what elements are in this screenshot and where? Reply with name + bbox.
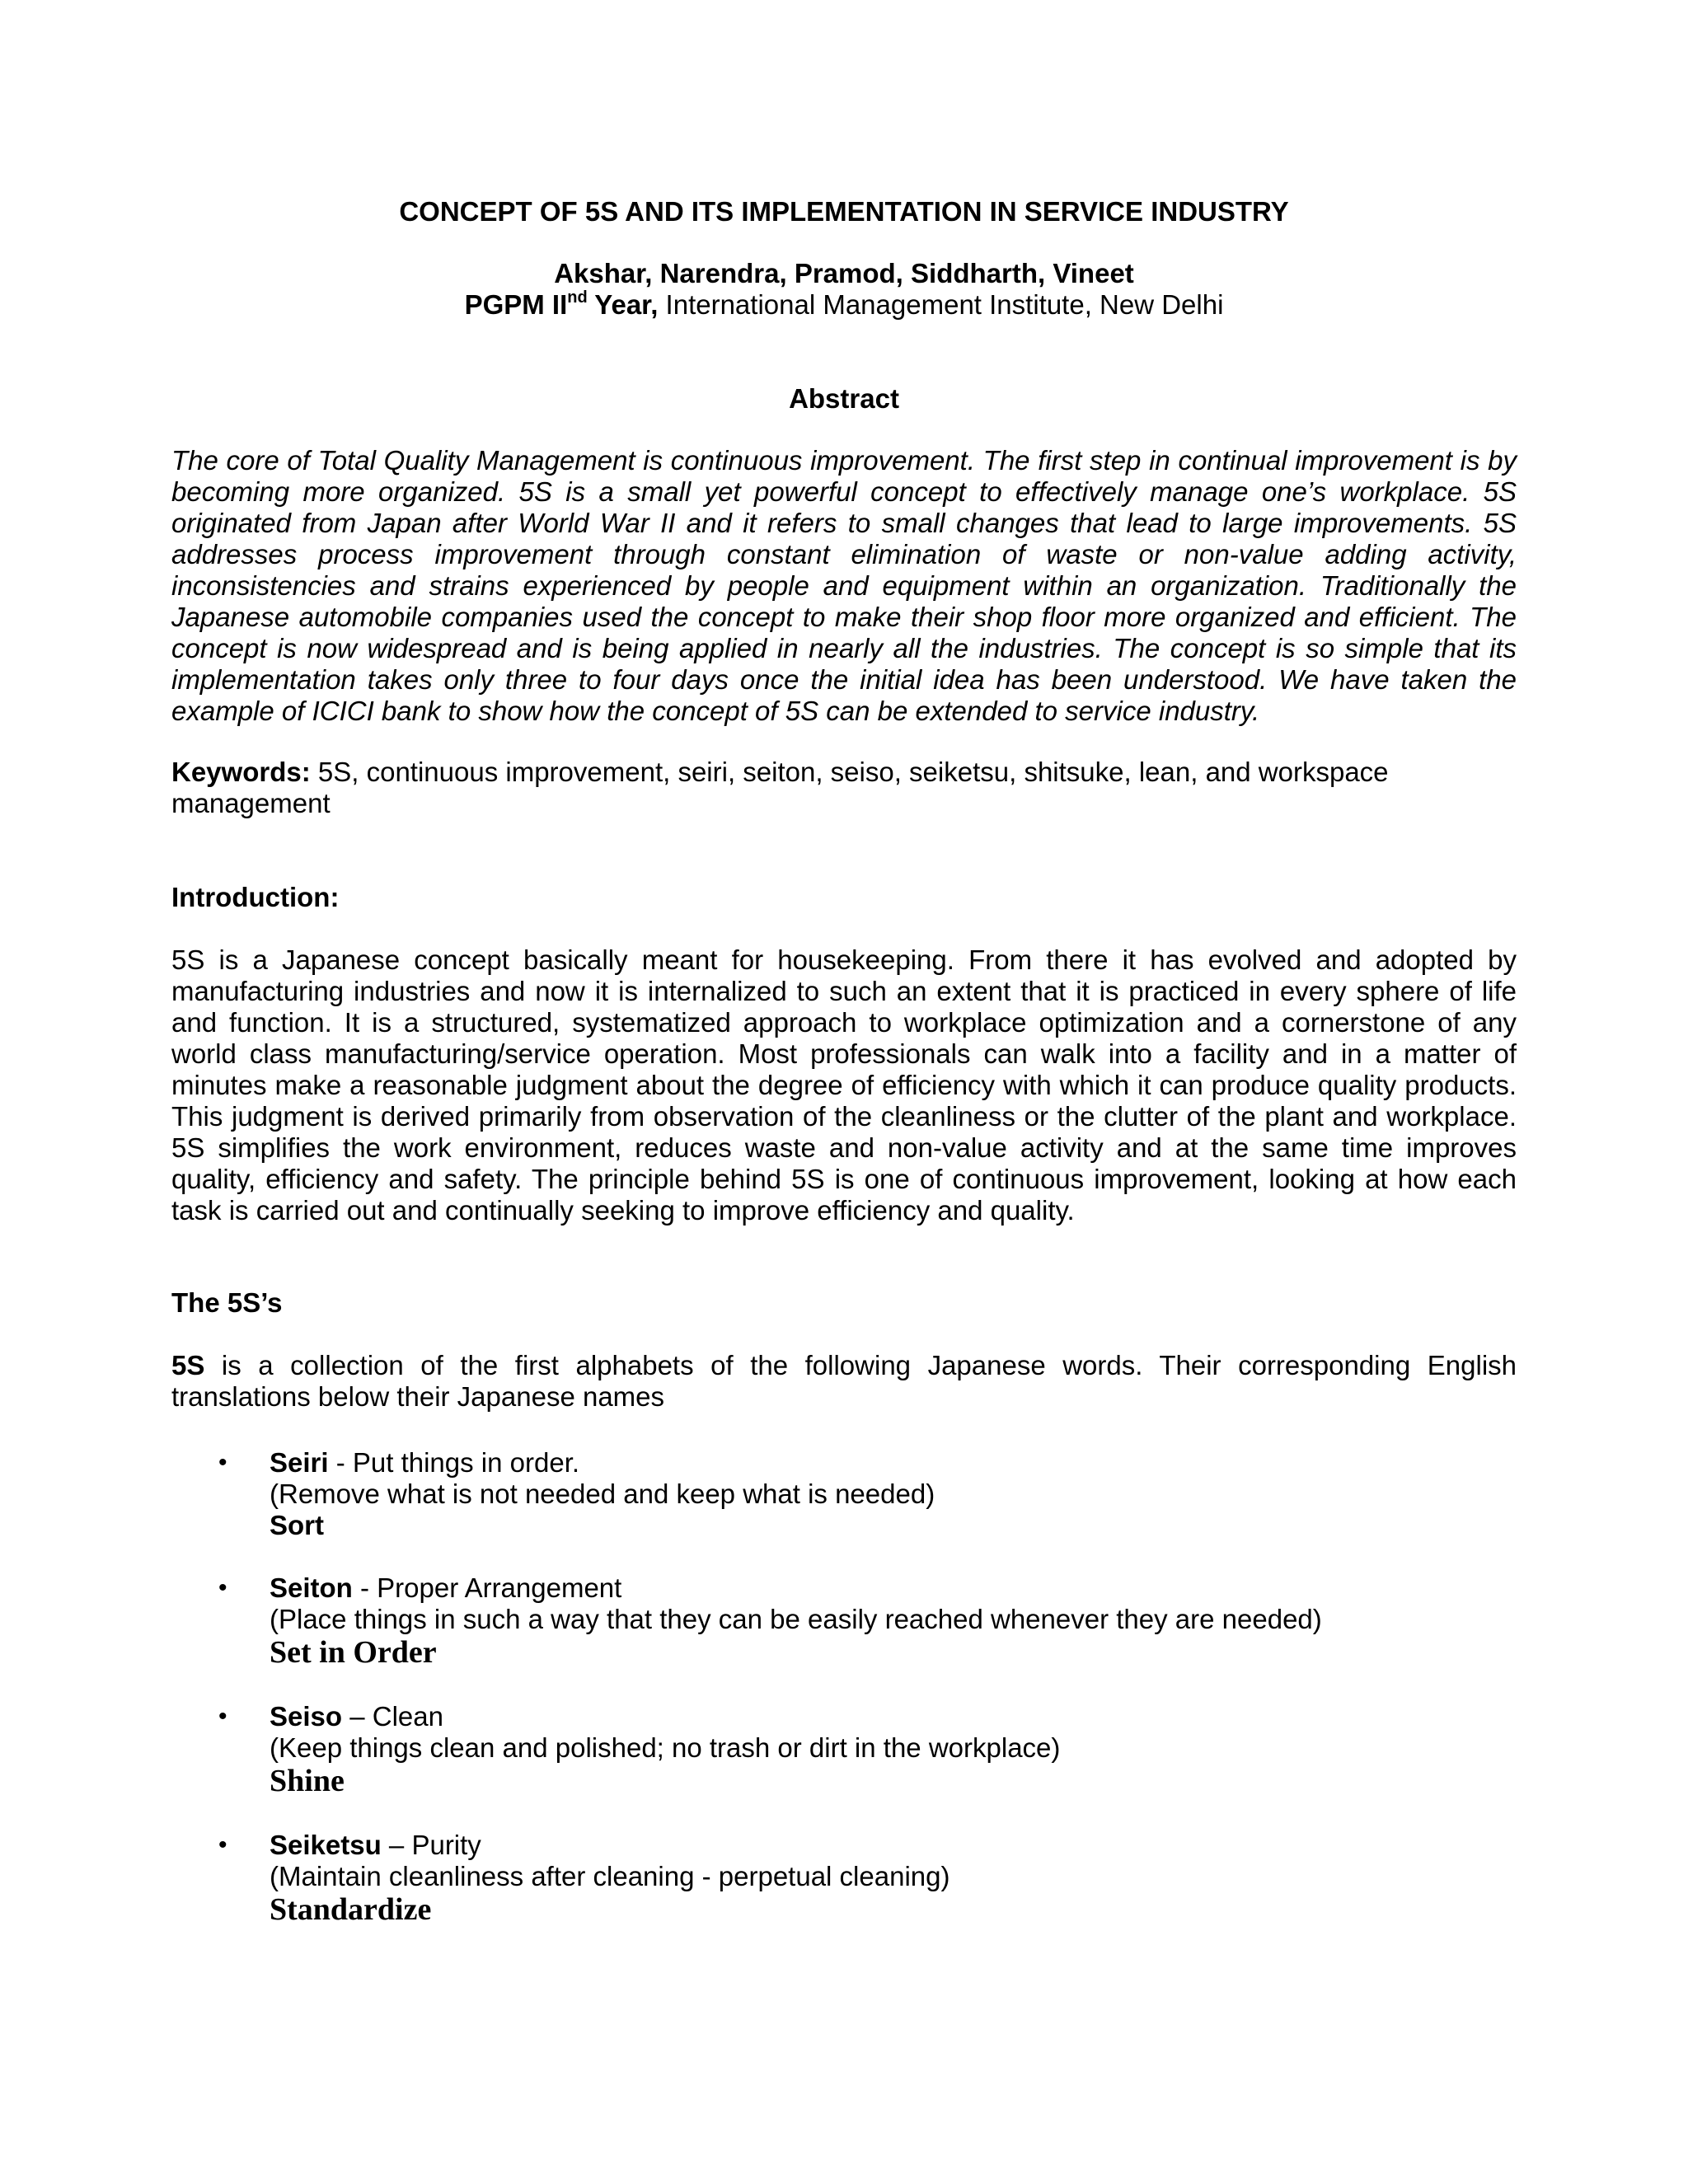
- term: Seiton: [270, 1572, 353, 1603]
- keywords-label: Keywords:: [171, 757, 311, 787]
- list-item-seiketsu: • Seiketsu – Purity (Maintain cleanliness after cleaning - perpetual cleaning) Standardize: [171, 1830, 1517, 1927]
- english-term: Shine: [270, 1764, 345, 1798]
- term: Seiketsu: [270, 1830, 382, 1860]
- abstract-text: The core of Total Quality Management is continuous improvement. The first step in continual improvement is by becoming more organized. 5S is a small yet powerful concept to effectively manage one’s workplace. 5S originated from Japan after World War II and it refers to small changes that lead to large improvements. 5S addresses process improvement through constant elimination of waste or non-value adding activity, inconsistencies and strains experienced by people and equipment within an organization. Traditionally the Japanese automobile companies used the concept to make their shop floor more organized and efficient. The concept is now widespread and is being applied in nearly all the industries. The concept is so simple that its implementation takes only three to four days once the initial idea has been understood. We have taken the example of ICICI bank to show how the concept of 5S can be extended to service industry.: [171, 445, 1517, 726]
- description: (Keep things clean and polished; no trash or dirt in the workplace): [270, 1732, 1061, 1763]
- english-term: Sort: [270, 1510, 324, 1540]
- fives-intro: [171, 1350, 1517, 1413]
- fives-heading: The 5S’s: [171, 1287, 283, 1318]
- introduction-heading: Introduction:: [171, 882, 340, 912]
- introduction-text: 5S is a Japanese concept basically meant for housekeeping. From there it has evolved and adopted by manufacturing industries and now it is internalized to such an extent that it is practiced in every sphere of life and function. It is a structured, systematized approach to workplace optimization and a cornerstone of any world class manufacturing/service operation. Most professionals can walk into a facility and in a matter of minutes make a reasonable judgment about the degree of efficiency with which it can produce quality products. This judgment is derived primarily from observation of the cleanliness or the clutter of the plant and workplace. 5S simplifies the work environment, reduces waste and non-value activity and at the same time improves quality, efficiency and safety. The principle behind 5S is one of continuous improvement, looking at how each task is carried out and continually seeking to improve efficiency and quality.: [171, 944, 1517, 1226]
- description: (Maintain cleanliness after cleaning - perpetual cleaning): [270, 1861, 950, 1891]
- list-item-seiso: • Seiso – Clean (Keep things clean and polished; no trash or dirt in the workplace) Shine: [171, 1701, 1517, 1798]
- meaning: Purity: [411, 1830, 481, 1860]
- list-item-seiton: • Seiton - Proper Arrangement (Place things in such a way that they can be easily reached whenever they are needed) Set in Order: [171, 1572, 1517, 1670]
- bullet-icon: •: [218, 1574, 227, 1601]
- keywords-text: 5S, continuous improvement, seiri, seiton, seiso, seiketsu, shitsuke, lean, and workspace management: [171, 757, 1389, 818]
- english-term: Standardize: [270, 1892, 432, 1927]
- meaning: Put things in order.: [352, 1447, 580, 1478]
- term: Seiri: [270, 1447, 329, 1478]
- meaning: Proper Arrangement: [377, 1572, 622, 1603]
- institute-name: International Management Institute, New Delhi: [658, 289, 1224, 320]
- fives-intro-bold: 5S: [171, 1350, 205, 1380]
- keywords: [171, 757, 1517, 819]
- bullet-icon: •: [218, 1831, 227, 1858]
- description: (Place things in such a way that they can be easily reached whenever they are needed): [270, 1604, 1322, 1634]
- fives-intro-text: is a collection of the first alphabets of the following Japanese words. Their corresponding English translations below their Japanese names: [171, 1350, 1517, 1412]
- bullet-icon: •: [218, 1449, 227, 1476]
- affiliation: [171, 289, 1517, 321]
- paper-title: CONCEPT OF 5S AND ITS IMPLEMENTATION IN SERVICE INDUSTRY: [399, 196, 1289, 227]
- fives-list: [171, 1447, 1517, 1958]
- description: (Remove what is not needed and keep what is needed): [270, 1479, 935, 1509]
- abstract-heading: Abstract: [789, 383, 899, 414]
- list-item-seiri: • Seiri - Put things in order. (Remove what is not needed and keep what is needed) Sort: [171, 1447, 1517, 1541]
- meaning: Clean: [372, 1701, 443, 1732]
- bullet-icon: •: [218, 1703, 227, 1730]
- ordinal-suffix: nd: [567, 288, 588, 307]
- english-term: Set in Order: [270, 1635, 437, 1670]
- author-list: Akshar, Narendra, Pramod, Siddharth, Vineet: [554, 258, 1134, 288]
- program-label: PGPM IInd Year,: [464, 288, 659, 320]
- term: Seiso: [270, 1701, 343, 1732]
